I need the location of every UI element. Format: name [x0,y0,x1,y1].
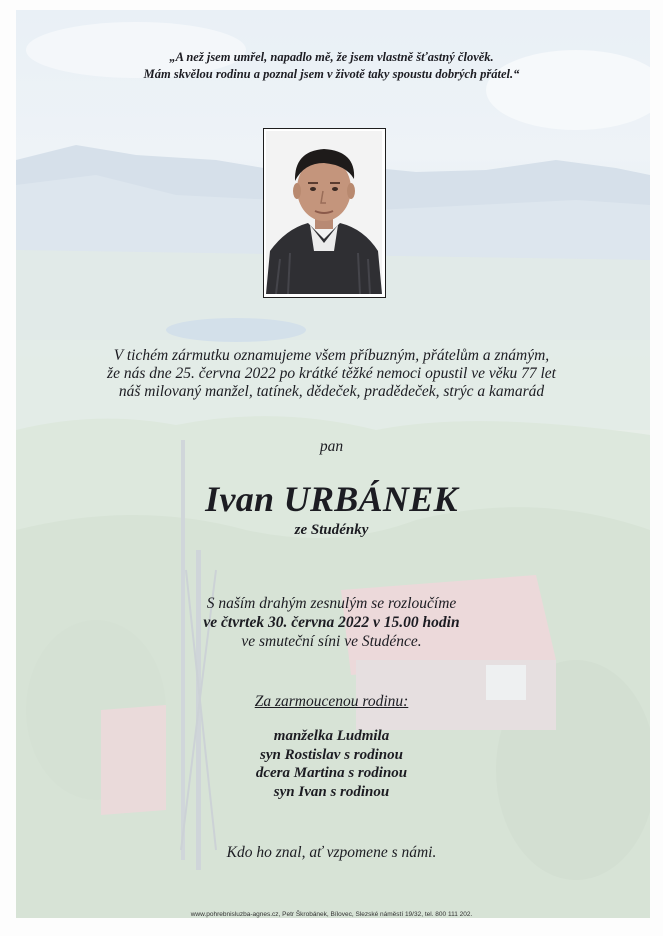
memorial-quote [0,49,663,83]
name-prefix: pan [319,438,344,455]
family-member: manželka Ludmila [273,728,390,744]
family-heading-label: Za zarmoucenou rodinu: [254,693,409,710]
quote-line: „A než jsem umřel, napadlo mě, že jsem vlastně šťastný člověk. [169,50,494,64]
family-list [0,727,663,801]
closing-line: Kdo ho znal, ať vzpomene s námi. [226,844,437,861]
quote-line: Mám skvělou rodinu a poznal jsem v životě taky spoustu dobrých přátel.“ [143,67,520,81]
deceased-name: Ivan URBÁNEK [205,479,458,519]
family-heading [0,693,663,711]
announcement-line: že nás dne 25. června 2022 po krátké těžké nemoci opustil ve věku 77 let [107,365,556,382]
family-member: syn Ivan s rodinou [273,783,390,800]
funeral-details [0,594,663,651]
funeral-line: S naším drahým zesnulým se rozloučíme [206,595,457,612]
announcement-line: V tichém zármutku oznamujeme všem příbuzným, přátelům a známým, [113,347,550,364]
deceased-origin: ze Studénky [294,522,369,538]
family-member: dcera Martina s rodinou [255,765,408,781]
announcement-line: náš milovaný manžel, tatínek, dědeček, pradědeček, strýc a kamarád [118,383,545,400]
funeral-place: ve smuteční síni ve Studénce. [241,633,422,650]
announcement-text [0,347,663,401]
funeral-service-footer: www.pohrebnisluzba-agnes.cz, Petr Škrobánek, Bílovec, Slezské náměstí 19/32, tel. 800 111 202. [190,911,473,918]
portrait-icon [266,131,382,294]
family-member: syn Rostislav s rodinou [260,746,403,763]
portrait-photo [263,128,386,298]
funeral-date-time: ve čtvrtek 30. června 2022 v 15.00 hodin [203,614,460,631]
